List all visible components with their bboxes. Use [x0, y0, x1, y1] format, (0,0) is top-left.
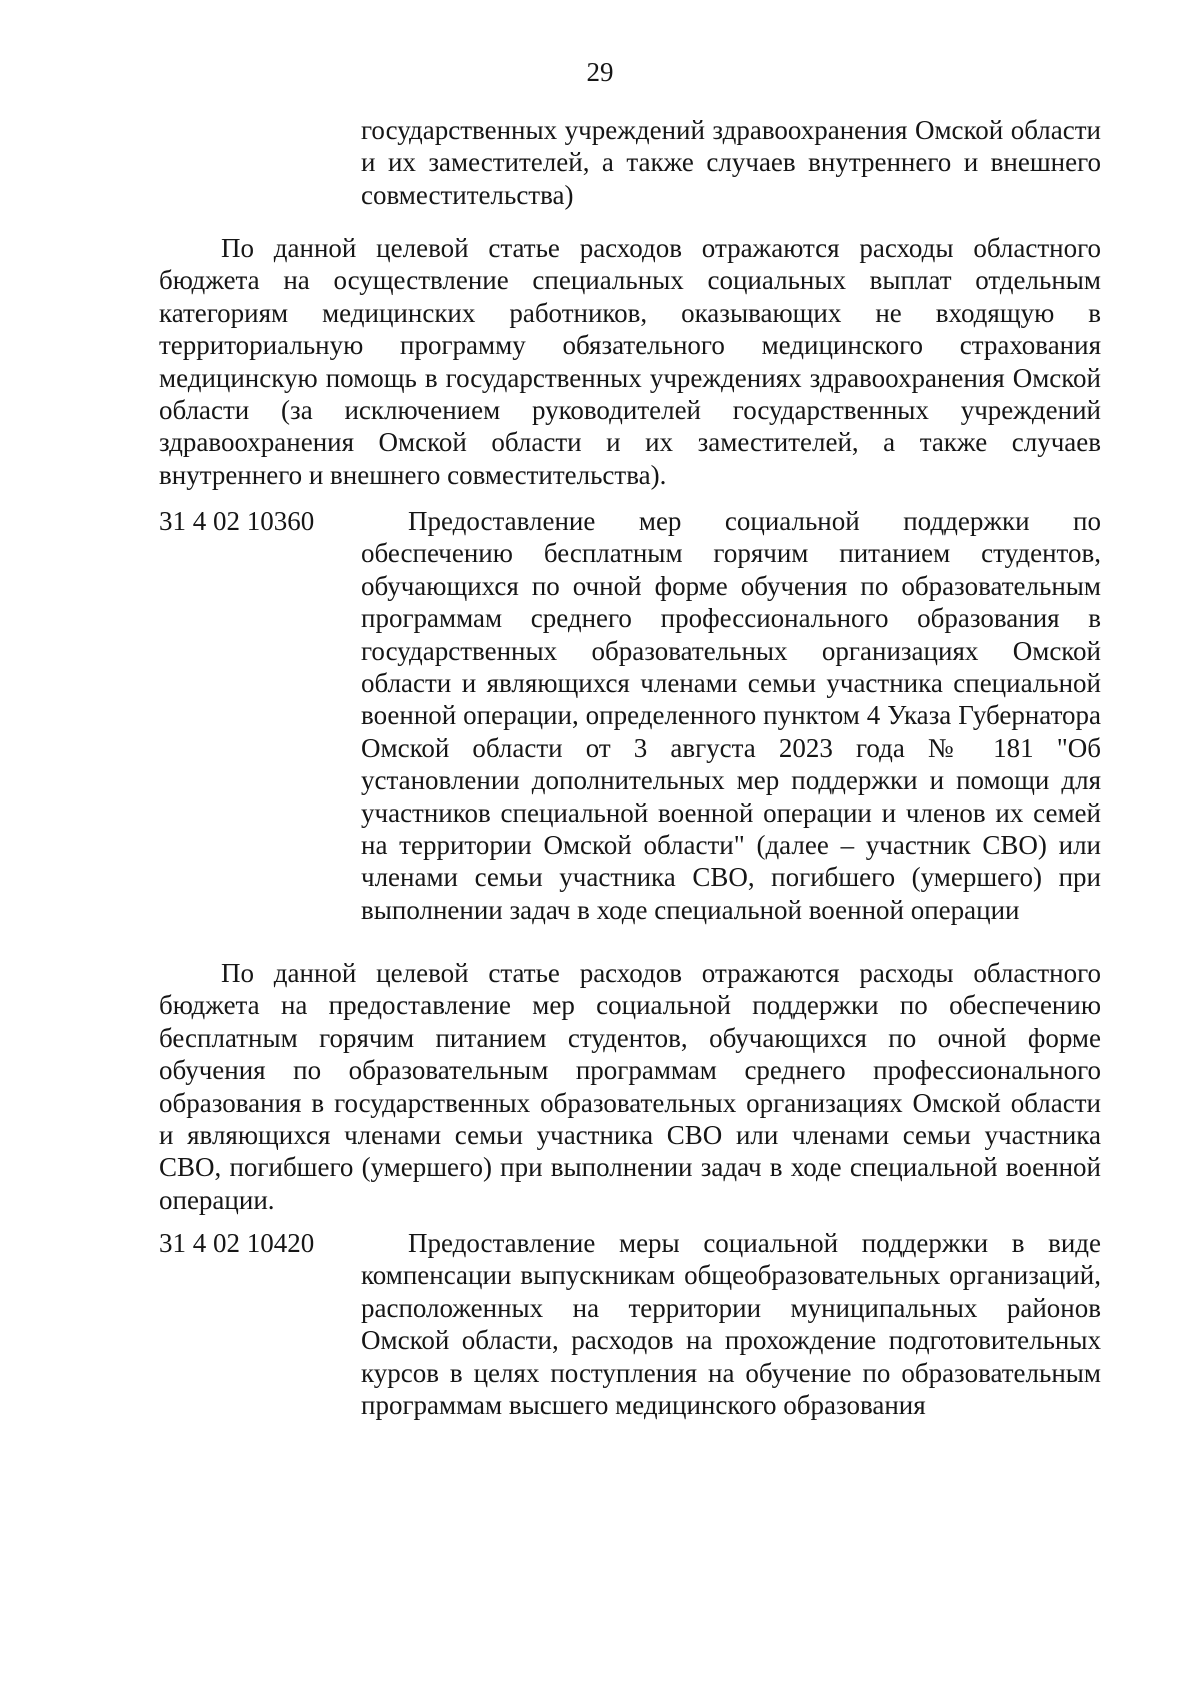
entry-1-code: 31 4 02 10360 [159, 506, 315, 536]
entry-2-text: Предоставление меры социальной поддержки в виде компенсации выпускникам общеобразовательных организаций, расположенных на территории муниципальных районов Омской области, расходов на прохождение подготовительных курсов в целях поступления на обучение по образовательным программам высшего медицинского образования [361, 1228, 1101, 1421]
page-number: 29 [586, 57, 614, 87]
continuation-text: государственных учреждений здравоохранения Омской области и их заместителей, а также случаев внутреннего и внешнего совместительства) [361, 115, 1101, 210]
paragraph-2: По данной целевой статье расходов отражаются расходы областного бюджета на предоставление мер социальной поддержки по обеспечению бесплатным горячим питанием студентов, обучающихся по очной форме обучения по образовательным программам среднего профессионального образования в государственных образовательных организациях Омской области и являющихся членами семьи участника СВО или членами семьи участника СВО, погибшего (умершего) при выполнении задач в ходе специальной военной операции. [159, 958, 1101, 1215]
entry-1-text: Предоставление мер социальной поддержки по обеспечению бесплатным горячим питанием студентов, обучающихся по очной форме обучения по образовательным программам среднего профессионального образования в государственных образовательных организациях Омской области и являющихся членами семьи участника специальной военной операции, определенного пунктом 4 Указа Губернатора Омской области от 3 августа 2023 года № 181 "Об установлении дополнительных мер поддержки и помощи для участников специальной военной операции и членов их семей на территории Омской области" (далее – участник СВО) или членами семьи участника СВО, погибшего (умершего) при выполнении задач в ходе специальной военной операции [361, 506, 1101, 925]
paragraph-1: По данной целевой статье расходов отражаются расходы областного бюджета на осуществление специальных социальных выплат отдельным категориям медицинских работников, оказывающих не входящую в территориальную программу обязательного медицинского страхования медицинскую помощь в государственных учреждениях здравоохранения Омской области (за исключением руководителей государственных учреждений здравоохранения Омской области и их заместителей, а также случаев внутреннего и внешнего совместительства). [159, 233, 1101, 490]
entry-2-code: 31 4 02 10420 [159, 1228, 315, 1258]
